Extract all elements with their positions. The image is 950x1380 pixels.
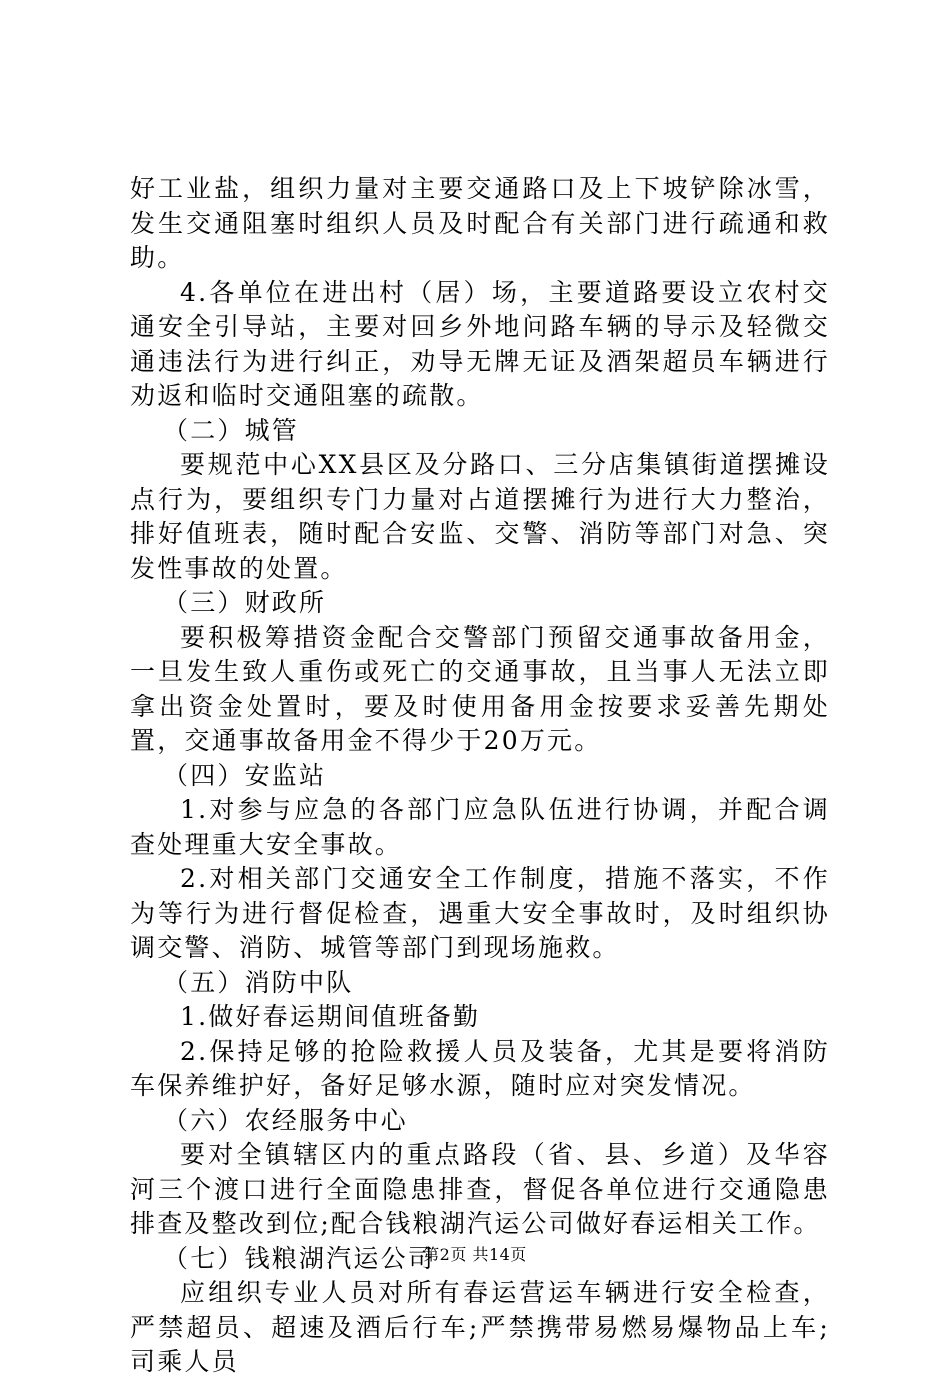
section-heading-qiyun: （七）钱粮湖汽运公司 <box>163 1243 436 1273</box>
section-heading-chengguan: （二）城管 <box>163 415 300 445</box>
section-heading-xiaofang: （五）消防中队 <box>163 967 354 997</box>
paragraph-xiaofang-1: 1.做好春运期间值班备勤 <box>180 1002 481 1031</box>
paragraph-nongjing: 要对全镇辖区内的重点路段（省、县、乡道）及华容河三个渡口进行全面隐患排查，督促各单位进行交通隐患排查及整改到位;配合钱粮湖汽运公司做好春运相关工作。 <box>130 1140 830 1238</box>
paragraph-anjianzhan-1: 1.对参与应急的各部门应急队伍进行协调，并配合调查处理重大安全事故。 <box>130 795 830 859</box>
page-number-footer: 第2页 共14页 <box>423 1245 527 1264</box>
section-heading-caizhengsuo: （三）财政所 <box>163 588 327 617</box>
paragraph-xiaofang-2: 2.保持足够的抢险救援人员及装备，尤其是要将消防车保养维护好，备好足够水源，随时应对突发情况。 <box>130 1036 830 1100</box>
paragraph-1: 好工业盐，组织力量对主要交通路口及上下坡铲除冰雪，发生交通阻塞时组织人员及时配合有关部门进行疏通和救助。 <box>130 174 830 272</box>
section-heading-anjianzhan: （四）安监站 <box>163 760 327 790</box>
paragraph-anjianzhan-2: 2.对相关部门交通安全工作制度，措施不落实，不作为等行为进行督促检查，遇重大安全事故时，及时组织协调交警、消防、城管等部门到现场施救。 <box>130 864 830 962</box>
paragraph-caizhengsuo: 要积极筹措资金配合交警部门预留交通事故备用金，一旦发生致人重伤或死亡的交通事故，且当事人无法立即拿出资金处置时，要及时使用备用金按要求妥善先期处置，交通事故备用金不得少于20万元。 <box>130 622 830 755</box>
paragraph-2: 4.各单位在进出村（居）场，主要道路要设立农村交通安全引导站，主要对回乡外地问路车辆的导示及轻微交通违法行为进行纠正，劝导无牌无证及酒架超员车辆进行劝返和临时交通阻塞的疏散。 <box>130 277 830 410</box>
paragraph-qiyun: 应组织专业人员对所有春运营运车辆进行安全检查，严禁超员、超速及酒后行车;严禁携带易燃易爆物品上车;司乘人员 <box>130 1278 830 1376</box>
document-body <box>130 172 830 1380</box>
paragraph-chengguan: 要规范中心XX县区及分路口、三分店集镇街道摆摊设点行为，要组织专门力量对占道摆摊行为进行大力整治，排好值班表，随时配合安监、交警、消防等部门对急、突发性事故的处置。 <box>130 450 830 583</box>
section-heading-nongjing: （六）农经服务中心 <box>163 1105 408 1135</box>
